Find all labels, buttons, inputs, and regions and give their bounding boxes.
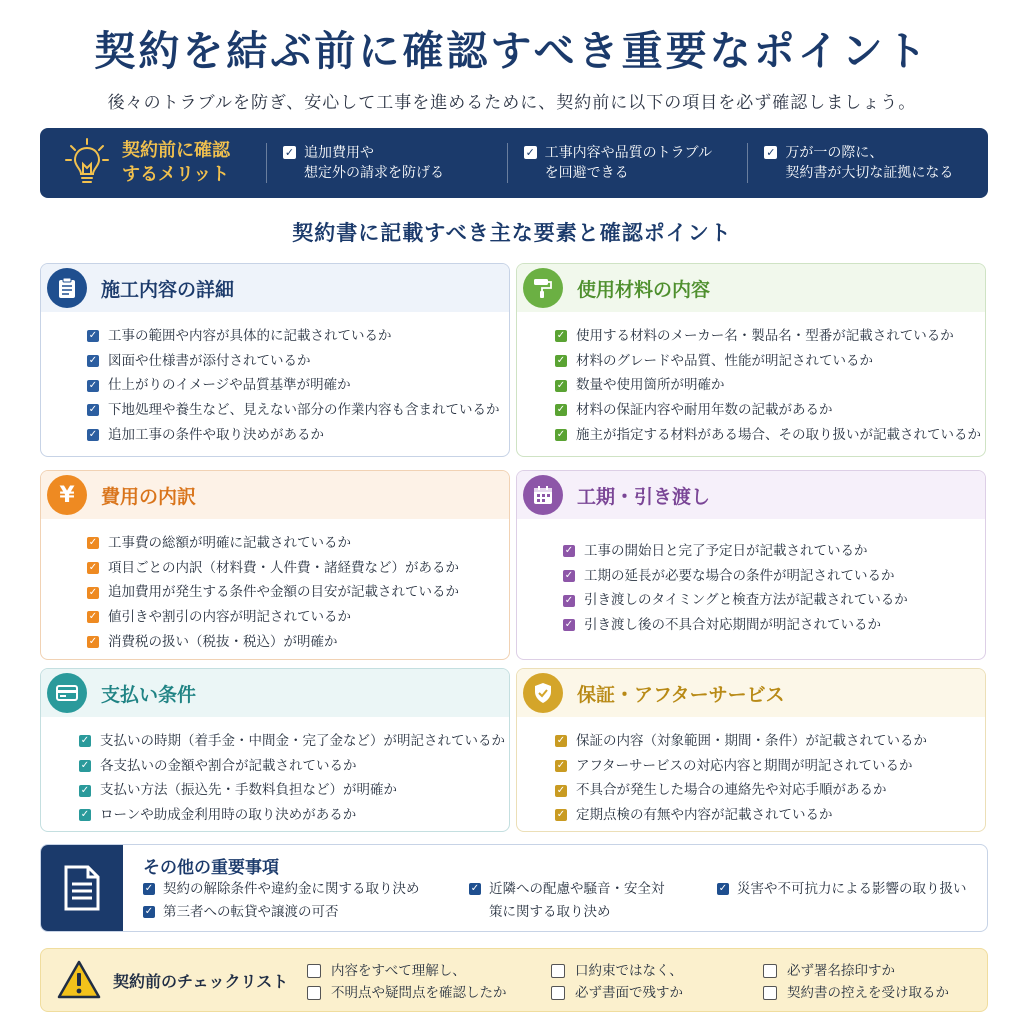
check-icon: ✓ (88, 429, 98, 441)
check-icon: ✓ (556, 735, 566, 747)
check-icon: ✓ (88, 355, 98, 367)
checklist-title: 契約前のチェックリスト (113, 971, 289, 991)
list-item: ✓ 数量や使用箇所が明確か (556, 377, 725, 394)
check-icon: ✓ (80, 735, 90, 747)
check-icon: ✓ (766, 146, 776, 159)
list-item: ✓ 定期点検の有無や内容が記載されているか (556, 807, 833, 824)
list-item: ✓ 工事費の総額が明確に記載されているか (88, 535, 351, 551)
card-cost-breakdown (40, 470, 510, 660)
card-construction-details (40, 263, 510, 457)
yen-icon: ¥ (47, 475, 87, 515)
list-item: ✓ 各支払いの金額や割合が記載されているか (80, 757, 357, 774)
checklist-item[interactable]: 不明点や疑問点を確認したか (307, 982, 507, 1004)
check-icon: ✓ (88, 636, 98, 648)
card-payment-terms (40, 668, 510, 832)
card-warranty-service (516, 668, 986, 832)
check-icon: ✓ (80, 784, 90, 796)
merit-title: 契約前に確認 するメリット (122, 140, 230, 185)
check-icon: ✓ (470, 883, 480, 894)
card-title: 支払い条件 (101, 683, 197, 706)
list-item: ✓ 追加工事の条件や取り決めがあるか (88, 426, 324, 443)
checkbox[interactable] (551, 986, 565, 1000)
checklist-item[interactable]: 必ず署名捺印すか (763, 960, 949, 982)
credit-card-icon (47, 673, 87, 713)
list-item: ✓ 施主が指定する材料がある場合、その取り扱いが記載されているか (556, 426, 981, 443)
page-subtitle: 後々のトラブルを防ぎ、安心して工事を進めるために、契約前に以下の項目を必ず確認しましょう。 (107, 93, 917, 113)
list-item: ✓ 図面や仕様書が添付されているか (88, 352, 311, 369)
card-schedule-handover (516, 470, 986, 660)
other-title: その他の重要事項 (143, 858, 279, 878)
checklist-item[interactable]: 口約束ではなく、 (551, 960, 683, 982)
check-icon: ✓ (88, 537, 98, 549)
check-icon: ✓ (564, 570, 574, 582)
check-icon: ✓ (556, 379, 566, 391)
check-icon: ✓ (88, 379, 98, 391)
checkbox[interactable] (307, 964, 321, 978)
checkbox[interactable] (551, 964, 565, 978)
other-item: ✓ 第三者への転貸や譲渡の可否 (144, 904, 339, 920)
list-item: ✓ 工期の延長が必要な場合の条件が明記されているか (564, 567, 895, 584)
list-item: ✓ 引き渡しのタイミングと検査方法が記載されているか (564, 592, 908, 609)
calendar-icon (523, 475, 563, 515)
list-item: ✓ 下地処理や養生など、見えない部分の作業内容も含まれているか (88, 402, 500, 419)
list-item: ✓ 材料の保証内容や耐用年数の記載があるか (556, 402, 833, 419)
checklist-item[interactable]: 契約書の控えを受け取るか (763, 982, 949, 1004)
list-item: ✓ 工事の範囲や内容が具体的に記載されているか (88, 328, 392, 344)
check-icon: ✓ (525, 146, 535, 159)
list-item: ✓ 工事の開始日と完了予定日が記載されているか (564, 543, 868, 559)
list-item: ✓ 追加費用が発生する条件や金額の目安が記載されているか (88, 584, 459, 601)
checkbox[interactable] (307, 986, 321, 1000)
card-title: 工期・引き渡し (577, 485, 711, 508)
check-icon: ✓ (88, 562, 98, 574)
check-icon: ✓ (88, 330, 98, 342)
list-item: ✓ アフターサービスの対応内容と期間が明記されているか (556, 757, 913, 774)
check-icon: ✓ (556, 404, 566, 416)
list-item: ✓ 支払いの時期（着手金・中間金・完了金など）が明記されているか (80, 733, 505, 749)
merit-item: ✓ 工事内容や品質のトラブル を回避できる (507, 143, 748, 183)
section-heading: 契約書に記載すべき主な要素と確認ポイント (292, 221, 732, 245)
card-title: 使用材料の内容 (577, 278, 711, 301)
check-icon: ✓ (88, 404, 98, 416)
list-item: ✓ 引き渡し後の不具合対応期間が明記されているか (564, 617, 881, 634)
document-icon (41, 845, 123, 931)
paint-roller-icon (523, 268, 563, 308)
checkbox[interactable] (763, 964, 777, 978)
pre-contract-checklist (40, 948, 988, 1012)
check-icon: ✓ (564, 545, 574, 557)
other-important-matters (40, 844, 988, 932)
merit-item: ✓ 追加費用や 想定外の請求を防げる (266, 143, 507, 183)
checklist-item[interactable]: 内容をすべて理解し、 (307, 960, 507, 982)
list-item: ✓ 使用する材料のメーカー名・製品名・型番が記載されているか (556, 328, 954, 344)
check-icon: ✓ (718, 883, 728, 894)
card-title: 費用の内訳 (101, 485, 197, 508)
card-title: 保証・アフターサービス (577, 683, 785, 706)
list-item: ✓ 項目ごとの内訳（材料費・人件費・諸経費など）があるか (88, 559, 459, 576)
card-materials (516, 263, 986, 457)
check-icon: ✓ (556, 784, 566, 796)
check-icon: ✓ (80, 809, 90, 821)
checklist-item[interactable]: 必ず書面で残すか (551, 982, 683, 1004)
page-title: 契約を結ぶ前に確認すべき重要なポイント (94, 27, 930, 75)
lightbulb-icon (58, 138, 116, 188)
other-item: ✓ 契約の解除条件や違約金に関する取り決め (144, 881, 420, 897)
check-icon: ✓ (564, 619, 574, 631)
warning-icon (55, 960, 103, 1000)
check-icon: ✓ (144, 906, 154, 917)
list-item: ✓ 消費税の扱い（税抜・税込）が明確か (88, 633, 338, 650)
checkbox[interactable] (763, 986, 777, 1000)
check-icon: ✓ (556, 809, 566, 821)
list-item: ✓ 値引きや割引の内容が明記されているか (88, 609, 351, 626)
list-item: ✓ 不具合が発生した場合の連絡先や対応手順があるか (556, 782, 887, 799)
check-icon: ✓ (556, 760, 566, 772)
list-item: ✓ 支払い方法（振込先・手数料負担など）が明確か (80, 782, 397, 799)
check-icon: ✓ (556, 429, 566, 441)
check-icon: ✓ (88, 611, 98, 623)
check-icon: ✓ (88, 586, 98, 598)
list-item: ✓ 仕上がりのイメージや品質基準が明確か (88, 377, 351, 394)
check-icon: ✓ (564, 594, 574, 606)
clipboard-icon (47, 268, 87, 308)
other-item: ✓ 近隣への配慮や騒音・安全対 策に関する取り決め (470, 881, 665, 920)
list-item: ✓ 材料のグレードや品質、性能が明記されているか (556, 352, 873, 369)
card-title: 施工内容の詳細 (101, 278, 235, 301)
list-item: ✓ 保証の内容（対象範囲・期間・条件）が記載されているか (556, 733, 927, 749)
check-icon: ✓ (556, 330, 566, 342)
merit-banner (40, 128, 988, 198)
list-item: ✓ ローンや助成金利用時の取り決めがあるか (80, 807, 357, 824)
check-icon: ✓ (80, 760, 90, 772)
check-icon: ✓ (556, 355, 566, 367)
other-item: ✓ 災害や不可抗力による影響の取り扱い (718, 881, 967, 897)
check-icon: ✓ (284, 146, 295, 159)
check-icon: ✓ (144, 883, 154, 894)
merit-item: ✓ 万が一の際に、 契約書が大切な証拠になる (747, 143, 988, 183)
shield-icon (523, 673, 563, 713)
